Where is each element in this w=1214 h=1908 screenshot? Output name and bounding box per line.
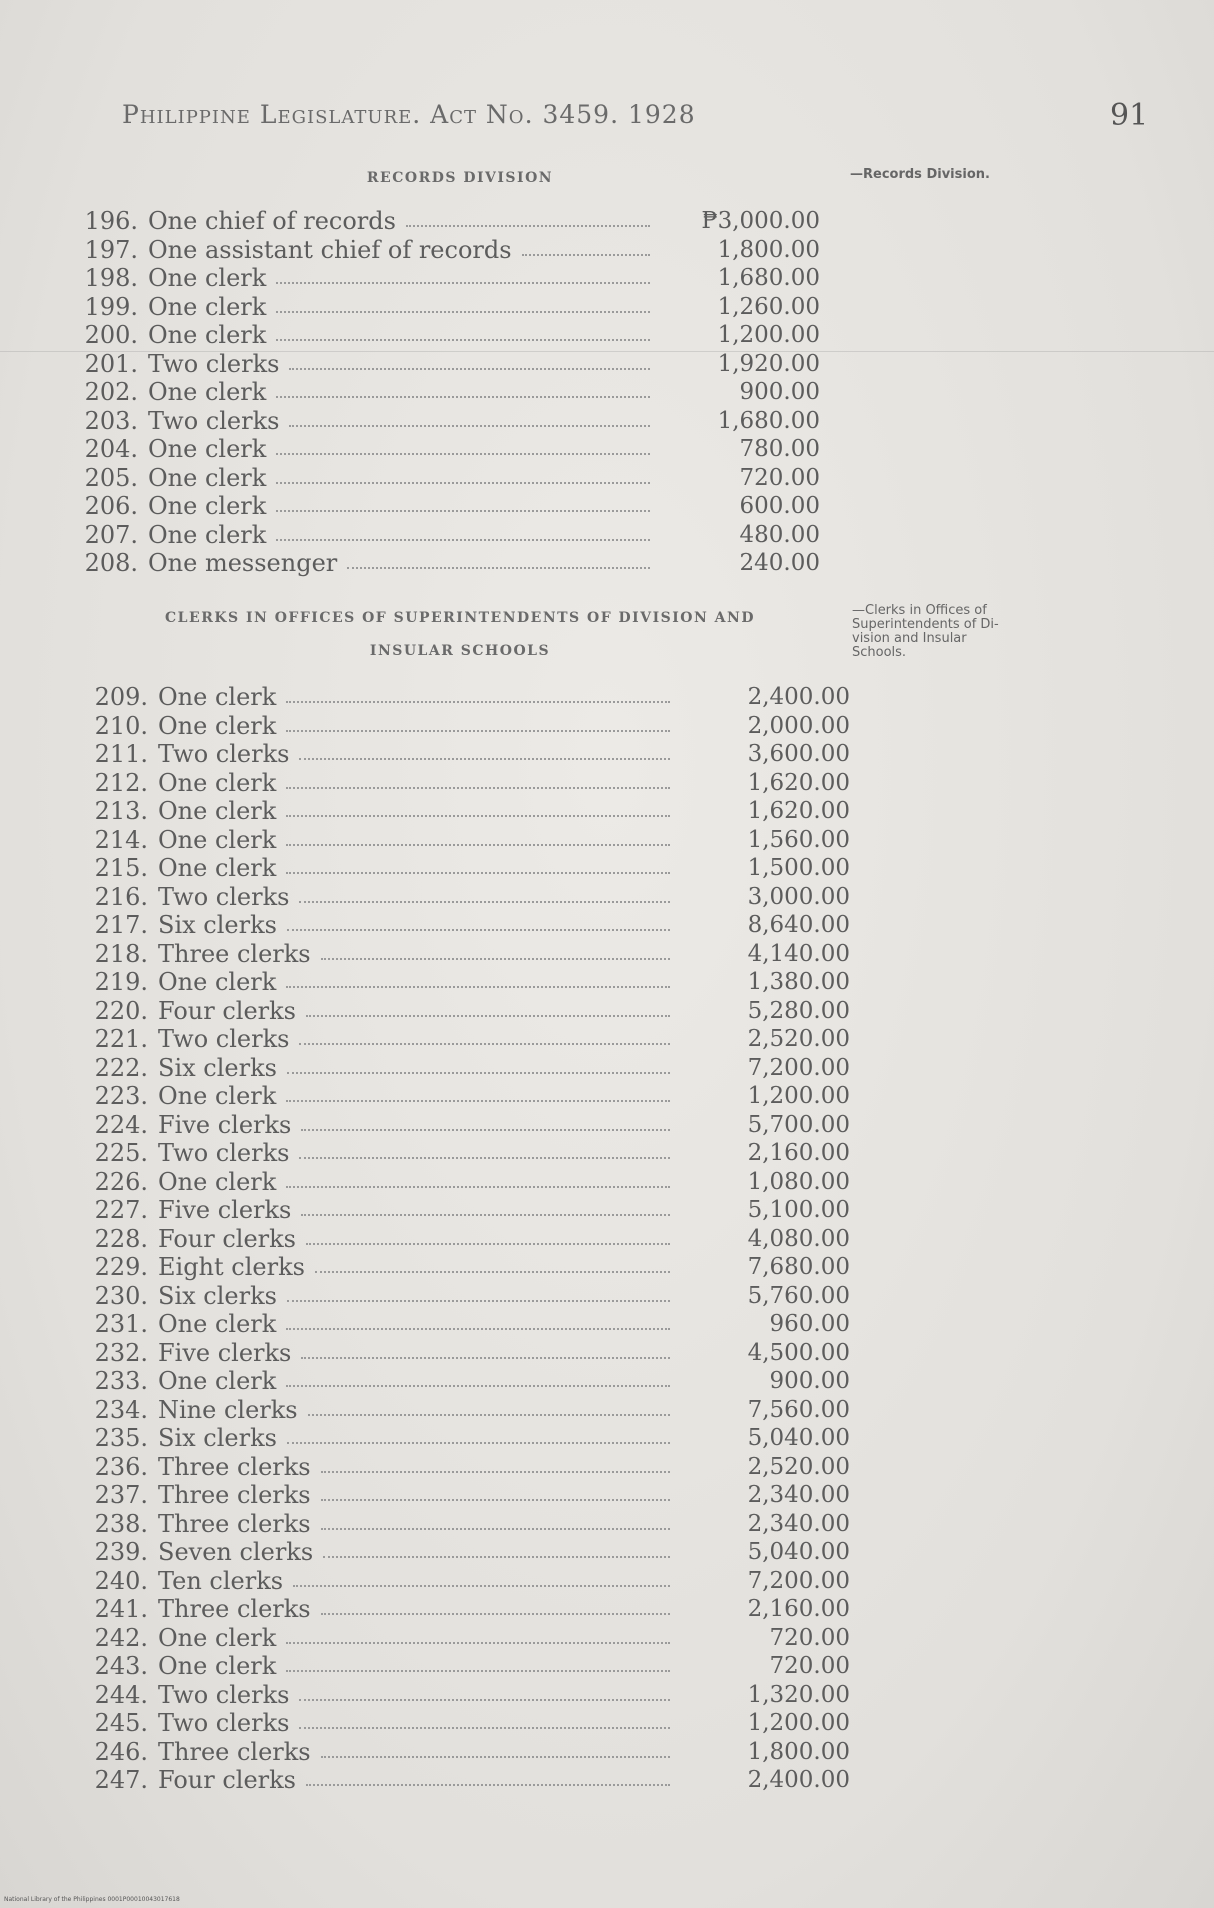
list-item [90,1167,850,1197]
dot-leader [301,1214,670,1216]
item-description: Four clerks [158,1224,296,1253]
item-number: 217. [94,911,148,939]
item-amount: 1,680.00 [717,407,820,434]
list-item [90,1253,850,1282]
dot-leader [286,701,670,703]
list-item [90,1737,850,1767]
item-number: 198. [84,264,138,292]
item-description: Four clerks [158,1766,296,1794]
item-number: 228. [94,1224,148,1253]
item-description: One clerk [148,292,267,321]
list-item [80,378,820,407]
list-item [90,1424,850,1453]
item-amount: 900.00 [739,379,820,405]
item-amount: 5,760.00 [747,1282,850,1309]
item-number: 235. [94,1424,148,1452]
item-amount: 3,000.00 [747,883,850,910]
item-description: One clerk [148,520,267,549]
list-item [90,1025,850,1054]
item-amount: 480.00 [739,521,820,548]
item-description: Four clerks [158,996,296,1025]
item-description: One clerk [158,1367,277,1395]
dot-leader [299,1157,670,1159]
dot-leader [289,368,650,370]
item-number: 222. [94,1053,148,1082]
dot-leader [321,1499,670,1501]
item-number: 230. [94,1281,148,1310]
item-amount: 780.00 [739,436,820,462]
item-description: One clerk [158,854,277,882]
dot-leader [301,1357,670,1359]
item-description: Two clerks [158,1709,290,1737]
list-item [80,492,820,521]
list-item [90,1082,850,1111]
dot-leader [347,567,650,569]
item-amount: 7,200.00 [747,1567,850,1594]
dot-leader [276,282,650,284]
list-item [90,1110,850,1140]
item-amount: 1,800.00 [717,236,820,263]
item-description: Nine clerks [158,1395,298,1424]
item-amount: 8,640.00 [747,912,850,938]
item-amount: 2,160.00 [747,1596,850,1622]
dot-leader [286,872,670,874]
item-number: 234. [94,1395,148,1424]
list-item [80,549,820,578]
records-division-heading: RECORDS DIVISION [366,170,554,186]
item-amount: 1,200.00 [747,1083,850,1109]
page-number: 91 [1110,98,1149,133]
item-amount: 1,200.00 [717,322,820,348]
dot-leader [276,539,650,541]
clerks-margin-note-line2: Superintendents of Di- [852,617,999,632]
item-number: 226. [94,1167,148,1196]
item-number: 223. [94,1082,148,1110]
item-amount: 1,500.00 [747,855,850,881]
item-amount: 720.00 [739,464,820,491]
item-amount: 7,200.00 [747,1054,850,1081]
item-amount: 2,340.00 [747,1510,850,1537]
item-amount: 1,800.00 [747,1738,850,1765]
item-description: One clerk [158,711,277,740]
list-item [90,711,850,741]
item-number: 224. [94,1110,148,1139]
item-amount: 1,620.00 [747,769,850,796]
item-description: One clerk [148,463,267,492]
item-description: One clerk [158,1652,277,1680]
list-item [80,264,820,293]
item-amount: 5,040.00 [747,1539,850,1565]
list-item [80,349,820,379]
item-number: 227. [94,1196,148,1224]
item-amount: 720.00 [769,1653,850,1679]
dot-leader [299,758,670,760]
list-item [90,1566,850,1596]
list-item [90,1766,850,1795]
item-number: 211. [94,740,148,768]
footer-source: National Library of the Philippines 0001P00010043017618 [4,1896,180,1903]
list-item [90,1509,850,1539]
item-description: One messenger [148,549,338,577]
list-item [80,235,820,265]
list-item [90,939,850,969]
dot-leader [323,1556,670,1558]
item-number: 229. [94,1253,148,1281]
list-item [90,996,850,1026]
item-number: 221. [94,1025,148,1053]
item-description: Six clerks [158,1424,277,1452]
item-description: Six clerks [158,1281,277,1310]
item-number: 200. [84,321,138,349]
list-item [90,1680,850,1710]
item-number: 247. [94,1766,148,1794]
dot-leader [522,254,650,256]
item-amount: 240.00 [739,550,820,576]
dot-leader [286,844,670,846]
dot-leader [276,453,650,455]
dot-leader [287,1442,670,1444]
item-description: Five clerks [158,1110,292,1139]
dot-leader [301,1129,670,1131]
dot-leader [286,1100,670,1102]
item-description: Three clerks [158,1737,311,1766]
list-item [90,1709,850,1738]
list-item [80,520,820,550]
dot-leader [406,225,650,227]
item-number: 239. [94,1538,148,1566]
dot-leader [287,929,670,931]
list-item [90,740,850,769]
item-description: Seven clerks [158,1538,314,1566]
dot-leader [286,1186,670,1188]
item-amount: 7,560.00 [747,1396,850,1423]
item-number: 204. [84,435,138,463]
item-number: 225. [94,1139,148,1167]
dot-leader [289,425,650,427]
list-item [90,1652,850,1681]
item-description: One clerk [148,435,267,463]
item-description: One clerk [158,768,277,797]
item-description: One clerk [158,683,277,711]
item-number: 201. [84,349,138,378]
list-item [90,1224,850,1254]
clerks-margin-note-line1: —Clerks in Offices of [852,603,987,618]
list-item [80,463,820,493]
item-amount: 1,200.00 [747,1710,850,1736]
item-amount: 5,280.00 [747,997,850,1024]
item-amount: 2,400.00 [747,684,850,710]
item-number: 197. [84,235,138,264]
dot-leader [287,1072,670,1074]
item-number: 233. [94,1367,148,1395]
item-description: One chief of records [148,207,396,235]
item-description: Three clerks [158,1509,311,1538]
item-description: Five clerks [158,1338,292,1367]
dot-leader [321,1613,670,1615]
item-number: 207. [84,520,138,549]
dot-leader [276,339,650,341]
item-number: 199. [84,292,138,321]
item-number: 203. [84,406,138,435]
item-number: 219. [94,968,148,996]
list-item [90,854,850,883]
item-number: 206. [84,492,138,520]
dot-leader [299,1043,670,1045]
dot-leader [286,787,670,789]
item-amount: 2,000.00 [747,712,850,739]
records-division-margin-note: —Records Division. [850,167,990,182]
item-amount: 5,100.00 [747,1197,850,1223]
item-number: 205. [84,463,138,492]
item-description: Six clerks [158,911,277,939]
dot-leader [321,1756,670,1758]
item-description: Eight clerks [158,1253,305,1281]
item-description: One clerk [158,825,277,854]
item-number: 196. [84,207,138,235]
item-amount: 900.00 [769,1368,850,1394]
item-amount: 4,080.00 [747,1225,850,1252]
item-number: 238. [94,1509,148,1538]
list-item [90,1310,850,1339]
item-number: 245. [94,1709,148,1737]
list-item [80,406,820,436]
item-number: 218. [94,939,148,968]
list-item [90,1395,850,1425]
dot-leader [286,1670,670,1672]
item-description: One clerk [148,321,267,349]
item-description: Three clerks [158,939,311,968]
item-number: 240. [94,1566,148,1595]
item-description: Five clerks [158,1196,292,1224]
dot-leader [286,1642,670,1644]
item-number: 243. [94,1652,148,1680]
dot-leader [276,396,650,398]
clerks-margin-note-line3: vision and Insular [852,631,967,646]
list-item [90,1139,850,1168]
list-item [90,968,850,997]
item-amount: 4,140.00 [747,940,850,967]
item-amount: 600.00 [739,493,820,519]
item-description: One clerk [158,968,277,996]
dot-leader [287,1300,670,1302]
item-amount: ₱3,000.00 [701,208,820,234]
clerks-heading-line2: INSULAR SCHOOLS [369,643,551,659]
item-amount: 1,080.00 [747,1168,850,1195]
item-description: One clerk [158,797,277,825]
list-item [90,1338,850,1368]
item-amount: 2,160.00 [747,1140,850,1166]
item-amount: 960.00 [769,1311,850,1337]
dot-leader [315,1271,670,1273]
dot-leader [286,815,670,817]
records-division-list [80,207,820,578]
item-amount: 720.00 [769,1624,850,1651]
item-description: One clerk [148,492,267,520]
item-number: 215. [94,854,148,882]
item-description: One clerk [148,264,267,292]
clerks-margin-note [852,604,1052,660]
list-item [90,1053,850,1083]
item-amount: 2,520.00 [747,1453,850,1480]
item-number: 210. [94,711,148,740]
item-amount: 1,320.00 [747,1681,850,1708]
item-description: One clerk [158,1310,277,1338]
item-description: One clerk [158,1167,277,1196]
list-item [80,321,820,350]
item-number: 212. [94,768,148,797]
item-number: 244. [94,1680,148,1709]
dot-leader [276,510,650,512]
item-description: Two clerks [158,1025,290,1053]
item-amount: 2,520.00 [747,1026,850,1052]
item-number: 220. [94,996,148,1025]
item-description: Two clerks [148,349,280,378]
list-item [90,1452,850,1482]
item-number: 236. [94,1452,148,1481]
clerks-heading-line1: CLERKS IN OFFICES OF SUPERINTENDENTS OF DIVISION AND [165,610,755,626]
dot-leader [306,1243,670,1245]
item-amount: 1,620.00 [747,798,850,824]
list-item [90,1623,850,1653]
dot-leader [293,1585,670,1587]
dot-leader [306,1784,670,1786]
item-amount: 1,920.00 [717,350,820,377]
list-item [80,207,820,236]
item-description: Six clerks [158,1053,277,1082]
dot-leader [286,1385,670,1387]
list-item [90,1481,850,1510]
dot-leader [321,1528,670,1530]
item-number: 209. [94,683,148,711]
item-number: 213. [94,797,148,825]
item-amount: 1,680.00 [717,265,820,291]
running-head: Philippine Legislature. Act No. 3459. 1928 [122,100,696,129]
item-amount: 2,340.00 [747,1482,850,1508]
item-description: Two clerks [158,882,290,911]
item-number: 208. [84,549,138,577]
item-number: 202. [84,378,138,406]
dot-leader [276,311,650,313]
list-item [90,1538,850,1567]
item-amount: 1,560.00 [747,826,850,853]
dot-leader [321,1471,670,1473]
list-item [90,1367,850,1396]
list-item [80,292,820,322]
item-description: Two clerks [158,1139,290,1167]
item-number: 216. [94,882,148,911]
list-item [90,825,850,855]
dot-leader [306,1015,670,1017]
list-item [90,797,850,826]
item-number: 214. [94,825,148,854]
item-description: Two clerks [158,1680,290,1709]
item-description: Ten clerks [158,1566,284,1595]
list-item [90,768,850,798]
dot-leader [299,1727,670,1729]
item-amount: 1,380.00 [747,969,850,995]
dot-leader [308,1414,670,1416]
item-number: 232. [94,1338,148,1367]
item-amount: 5,700.00 [747,1111,850,1138]
item-number: 241. [94,1595,148,1623]
item-description: Three clerks [158,1481,311,1509]
item-amount: 7,680.00 [747,1254,850,1280]
item-amount: 2,400.00 [747,1767,850,1793]
dot-leader [286,1328,670,1330]
item-amount: 3,600.00 [747,741,850,767]
list-item [90,882,850,912]
dot-leader [299,901,670,903]
dot-leader [286,730,670,732]
list-item [90,1196,850,1225]
item-description: Three clerks [158,1452,311,1481]
item-number: 242. [94,1623,148,1652]
item-description: One clerk [158,1082,277,1110]
item-description: Two clerks [148,406,280,435]
list-item [80,435,820,464]
dot-leader [321,958,670,960]
item-number: 237. [94,1481,148,1509]
item-description: Two clerks [158,740,290,768]
dot-leader [276,482,650,484]
item-description: One clerk [148,378,267,406]
item-amount: 4,500.00 [747,1339,850,1366]
list-item [90,911,850,940]
item-number: 246. [94,1737,148,1766]
list-item [90,1595,850,1624]
item-number: 231. [94,1310,148,1338]
item-amount: 1,260.00 [717,293,820,320]
item-amount: 5,040.00 [747,1425,850,1451]
item-description: Three clerks [158,1595,311,1623]
item-description: One clerk [158,1623,277,1652]
list-item [90,683,850,712]
list-item [90,1281,850,1311]
item-description: One assistant chief of records [148,235,512,264]
dot-leader [286,986,670,988]
dot-leader [299,1699,670,1701]
clerks-superintendents-list [90,683,850,1795]
clerks-margin-note-line4: Schools. [852,645,907,660]
